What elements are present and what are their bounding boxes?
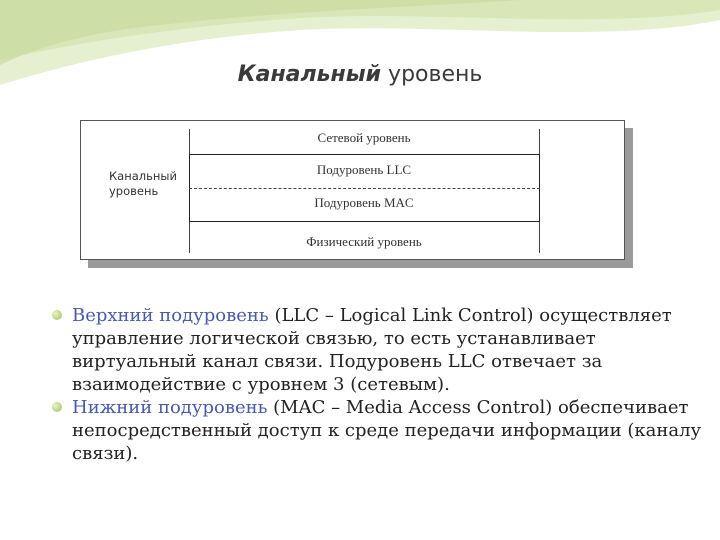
bullet-icon xyxy=(52,310,62,320)
page-title xyxy=(0,62,720,87)
bullet-text: (LLC – Logical Link Control) осуществляет управление логической связью, то есть устанавливает виртуальный канал связи. Подуровень LLC отвечает за взаимодействие с уровнем 3 (сетевым). xyxy=(72,305,672,395)
bullet-icon xyxy=(52,402,62,412)
bullet-highlight: Верхний подуровень xyxy=(72,305,269,326)
title-emphasis: Канальный xyxy=(237,62,382,87)
sublayer-divider xyxy=(189,188,540,189)
bullet-highlight: Нижний подуровень xyxy=(72,397,268,418)
layer-diagram xyxy=(80,120,625,260)
list-item xyxy=(52,304,702,396)
physical-layer-label: Физический уровень xyxy=(306,234,422,249)
bullet-text: (MAC – Media Access Control) обеспечивает непосредственный доступ к среде передачи информации (каналу связи). xyxy=(72,397,702,464)
llc-sublayer-label: Подуровень LLC xyxy=(316,162,412,177)
network-layer-label: Сетевой уровень xyxy=(317,130,411,145)
data-link-label: Канальный уровень xyxy=(109,169,177,198)
mac-sublayer-label: Подуровень MAC xyxy=(314,195,414,210)
title-rest: уровень xyxy=(381,62,483,87)
list-item xyxy=(52,396,702,465)
bullet-list xyxy=(52,304,702,465)
